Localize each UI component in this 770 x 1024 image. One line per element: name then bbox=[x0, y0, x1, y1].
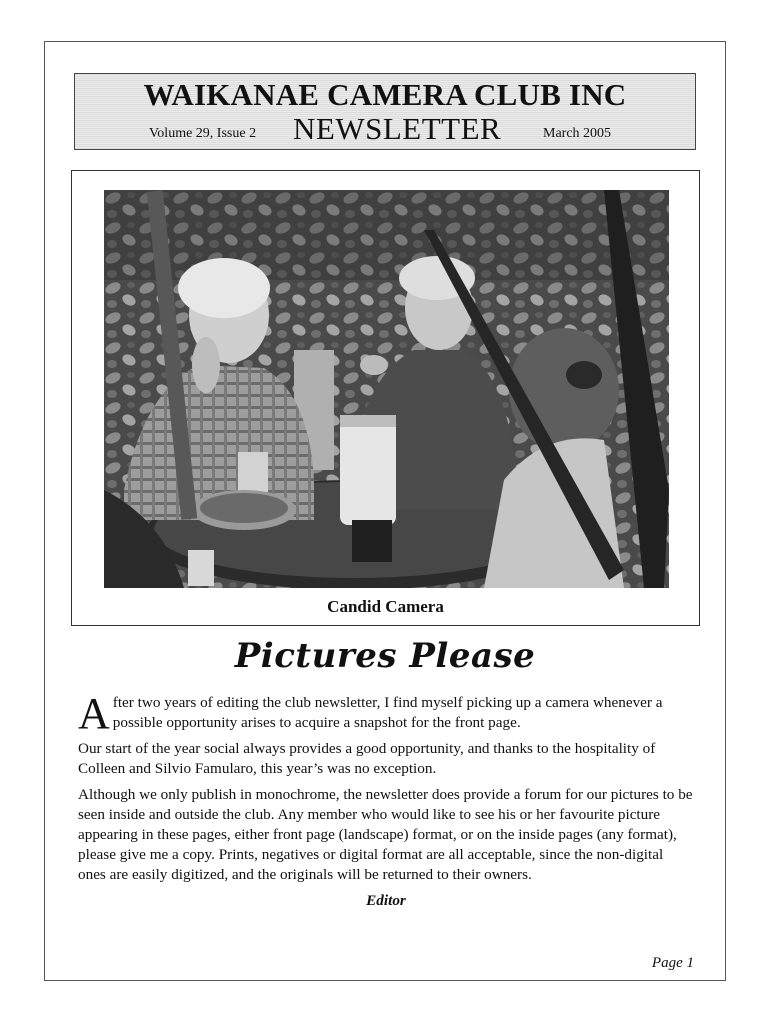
photo-caption: Candid Camera bbox=[327, 597, 444, 616]
volume-issue: Volume 29, Issue 2 bbox=[149, 126, 257, 141]
page-number: Page 1 bbox=[651, 955, 694, 971]
photo-frame bbox=[71, 170, 700, 626]
article-headline: Pictures Please bbox=[234, 636, 536, 676]
article-paragraph-3: Although we only publish in monochrome, the newsletter does provide a forum for our pictures to be seen inside and outside the club. Any member who would like to see his or her favourite picture appearing in these pages, either front page (landscape) format, or on the inside pages (any format), please give me a copy. Prints, negatives or digital format are all acceptable, since the non-digital ones are easily digitized, and the originals will be returned to their owners. bbox=[78, 786, 693, 883]
article-body bbox=[78, 689, 694, 911]
article-paragraph-1 bbox=[78, 689, 694, 738]
editor-signature: Editor bbox=[366, 892, 406, 909]
cover-photo bbox=[104, 190, 669, 588]
club-name: WAIKANAE CAMERA CLUB INC bbox=[143, 77, 627, 112]
issue-date: March 2005 bbox=[543, 126, 612, 141]
article-paragraph-2: Our start of the year social always provides a good opportunity, and thanks to the hospitality of Colleen and Silvio Famularo, this year’s was no exception. bbox=[78, 740, 656, 777]
masthead bbox=[74, 73, 696, 150]
paragraph-1-text: fter two years of editing the club newsletter, I find myself picking up a camera whenever a possible opportunity arises to acquire a snapshot for the front page. bbox=[112, 694, 663, 731]
cover-photo-illustration bbox=[104, 190, 669, 588]
newsletter-title: NEWSLETTER bbox=[293, 111, 502, 146]
drop-cap: A bbox=[78, 689, 110, 738]
